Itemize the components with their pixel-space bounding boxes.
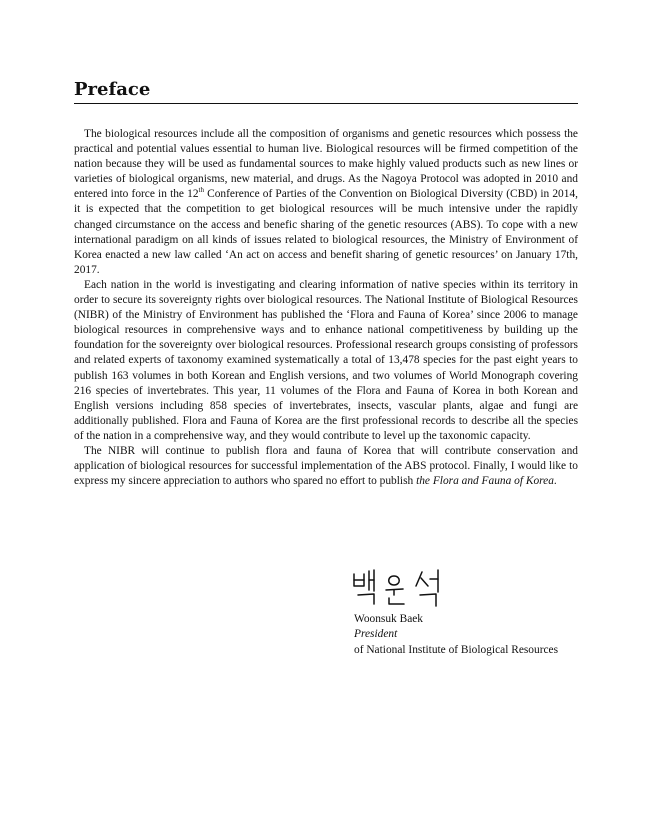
superscript-text: th — [198, 186, 204, 195]
preface-body — [74, 127, 578, 489]
body-paragraph — [74, 127, 578, 278]
body-paragraph — [74, 444, 578, 489]
paragraph-text: Conference of Parties of the Convention on Biological Diversity (CBD) in 2014, it is expected that the competition to get biological resources will be much intensive under the rapidly changed circumstance on the access and benefic sharing of the genetic resources (ABS). To cope with a new international paradigm on all kinds of issues related to biological resources, the Ministry of Environment of Korea enacted a new law called ‘An act on access and benefit sharing of genetic resources’ on January 17th, 2017. — [74, 188, 578, 276]
paragraph-text: The biological resources include all the composition of organisms and genetic resources which possess the practical and potential values essential to human live. Biological resources will be firmed competition of the nation because they will be used as fundamental sources to make highly valued products such as new lines or varieties of biological organisms, new material, and drugs. As the Nagoya Protocol was adopted in 2010 and entered into force in the 12 — [74, 128, 578, 201]
signatory-role: President — [354, 628, 398, 641]
signature-block — [354, 612, 594, 658]
handwritten-signature — [350, 566, 460, 610]
page-title: Preface — [74, 79, 578, 104]
body-paragraph — [74, 278, 578, 444]
document-page — [74, 0, 578, 830]
signatory-name: Woonsuk Baek — [354, 613, 423, 625]
paragraph-text: The NIBR will continue to publish flora and fauna of Korea that will contribute conservation and application of biological resources for successful implementation of the ABS protocol. Finally, I would like to express my sincere appreciation to authors who spared no effort to publish — [74, 444, 578, 488]
italic-text: the Flora and Fauna of Korea — [416, 475, 554, 488]
paragraph-text: . — [553, 475, 557, 488]
paragraph-text: Each nation in the world is investigating and clearing information of native species within its territory in order to secure its sovereignty rights over biological resources. The National Institute of Biological Resources (NIBR) of the Ministry of Environment has published the ‘Flora and Fauna of Korea’ since 2006 to manage biological resources in comprehensive ways and to enhance national competitiveness by building up the foundation for the sovereignty over biological resources. Professional research groups consisting of professors and related experts of taxonomy examined systematically a total of 13,478 species for the past eight years to publish 163 volumes in both Korean and English versions, and two volumes of World Monograph covering 216 species of invertebrates. This year, 11 volumes of the Flora and Fauna of Korea in both Korean and English versions including 858 species of invertebrates, insects, vascular plants, algae and fungi are additionally published. Flora and Fauna of Korea are the first professional records to describe all the species of the nation in a comprehensive way, and they would contribute to level up the taxonomic capacity. — [74, 278, 578, 442]
signatory-organization: of National Institute of Biological Resources — [354, 643, 559, 656]
